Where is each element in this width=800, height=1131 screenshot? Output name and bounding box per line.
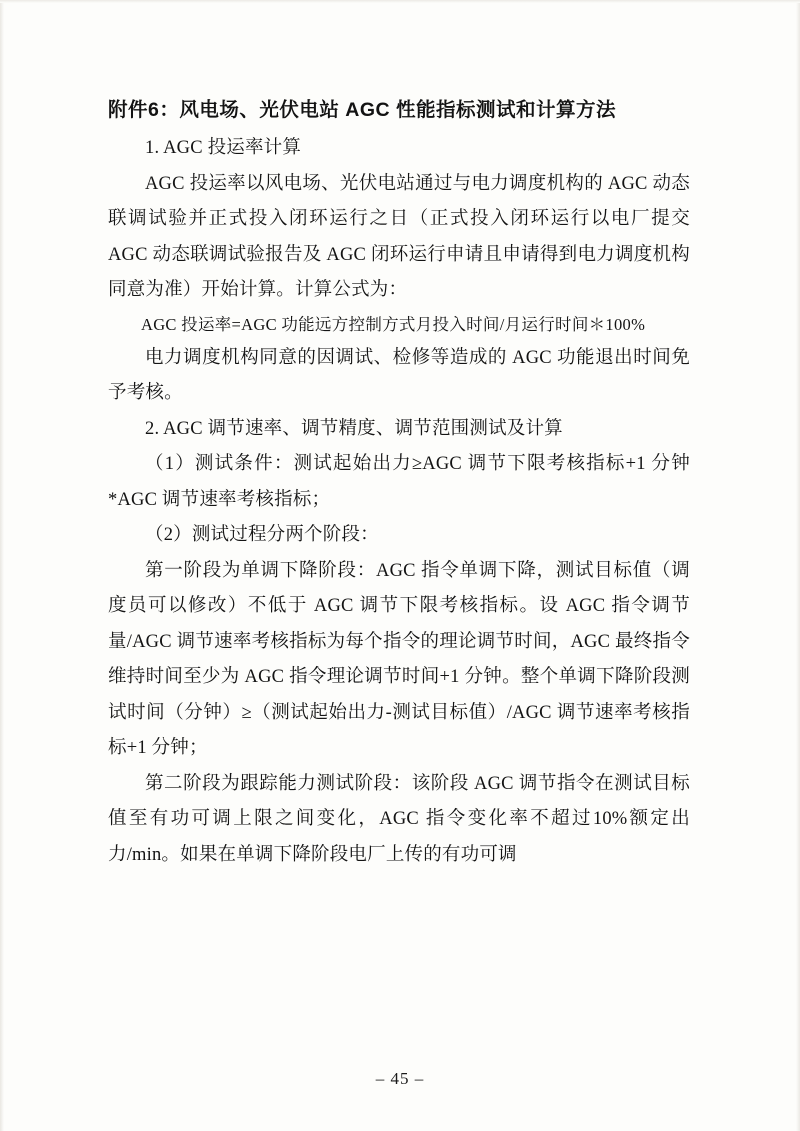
paragraph-agc-availability-definition: AGC 投运率以风电场、光伏电站通过与电力调度机构的 AGC 动态联调试验并正式投入闭环运行之日（正式投入闭环运行以电厂提交 AGC 动态联调试验报告及 AGC 闭环运行申请且申请得到电力调度机构同意为准）开始计算。计算公式为： [108, 173, 690, 301]
section-heading-agc-test: 2. AGC 调节速率、调节精度、调节范围测试及计算 [145, 418, 563, 439]
formula-agc-availability: AGC 投运率=AGC 功能远方控制方式月投入时间/月运行时间＊100% [141, 314, 646, 334]
paragraph-test-stages: （2）测试过程分两个阶段： [145, 525, 379, 546]
page-title: 附件6：风电场、光伏电站 AGC 性能指标测试和计算方法 [108, 99, 617, 121]
page-edge-top [0, 0, 800, 3]
section-heading-agc-availability: 1. AGC 投运率计算 [145, 138, 302, 159]
page-edge-left [0, 0, 4, 1131]
paragraph-stage-one: 第一阶段为单调下降阶段：AGC 指令单调下降，测试目标值（调度员可以修改）不低于 AGC 调节下限考核指标。设 AGC 指令调节量/AGC 调节速率考核指标为每个指令的理论调节时间，AGC 最终指令维持时间至少为 AGC 指令理论调节时间+1 分钟。整个单调下降阶段测试时间（分钟）≥（测试起始出力-测试目标值）/AGC 调节速率考核指标+1 分钟； [108, 560, 690, 759]
page-number: – 45 – [375, 1069, 425, 1088]
paragraph-test-conditions: （1）测试条件：测试起始出力≥AGC 调节下限考核指标+1 分钟*AGC 调节速率考核指标； [108, 454, 690, 510]
page-edge-right [796, 0, 800, 1131]
paragraph-stage-two: 第二阶段为跟踪能力测试阶段：该阶段 AGC 调节指令在测试目标值至有功可调上限之间变化，AGC 指令变化率不超过10%额定出力/min。如果在单调下降阶段电厂上传的有功可调 [108, 773, 690, 865]
paragraph-exemption: 电力调度机构同意的因调试、检修等造成的 AGC 功能退出时间免予考核。 [108, 347, 690, 404]
